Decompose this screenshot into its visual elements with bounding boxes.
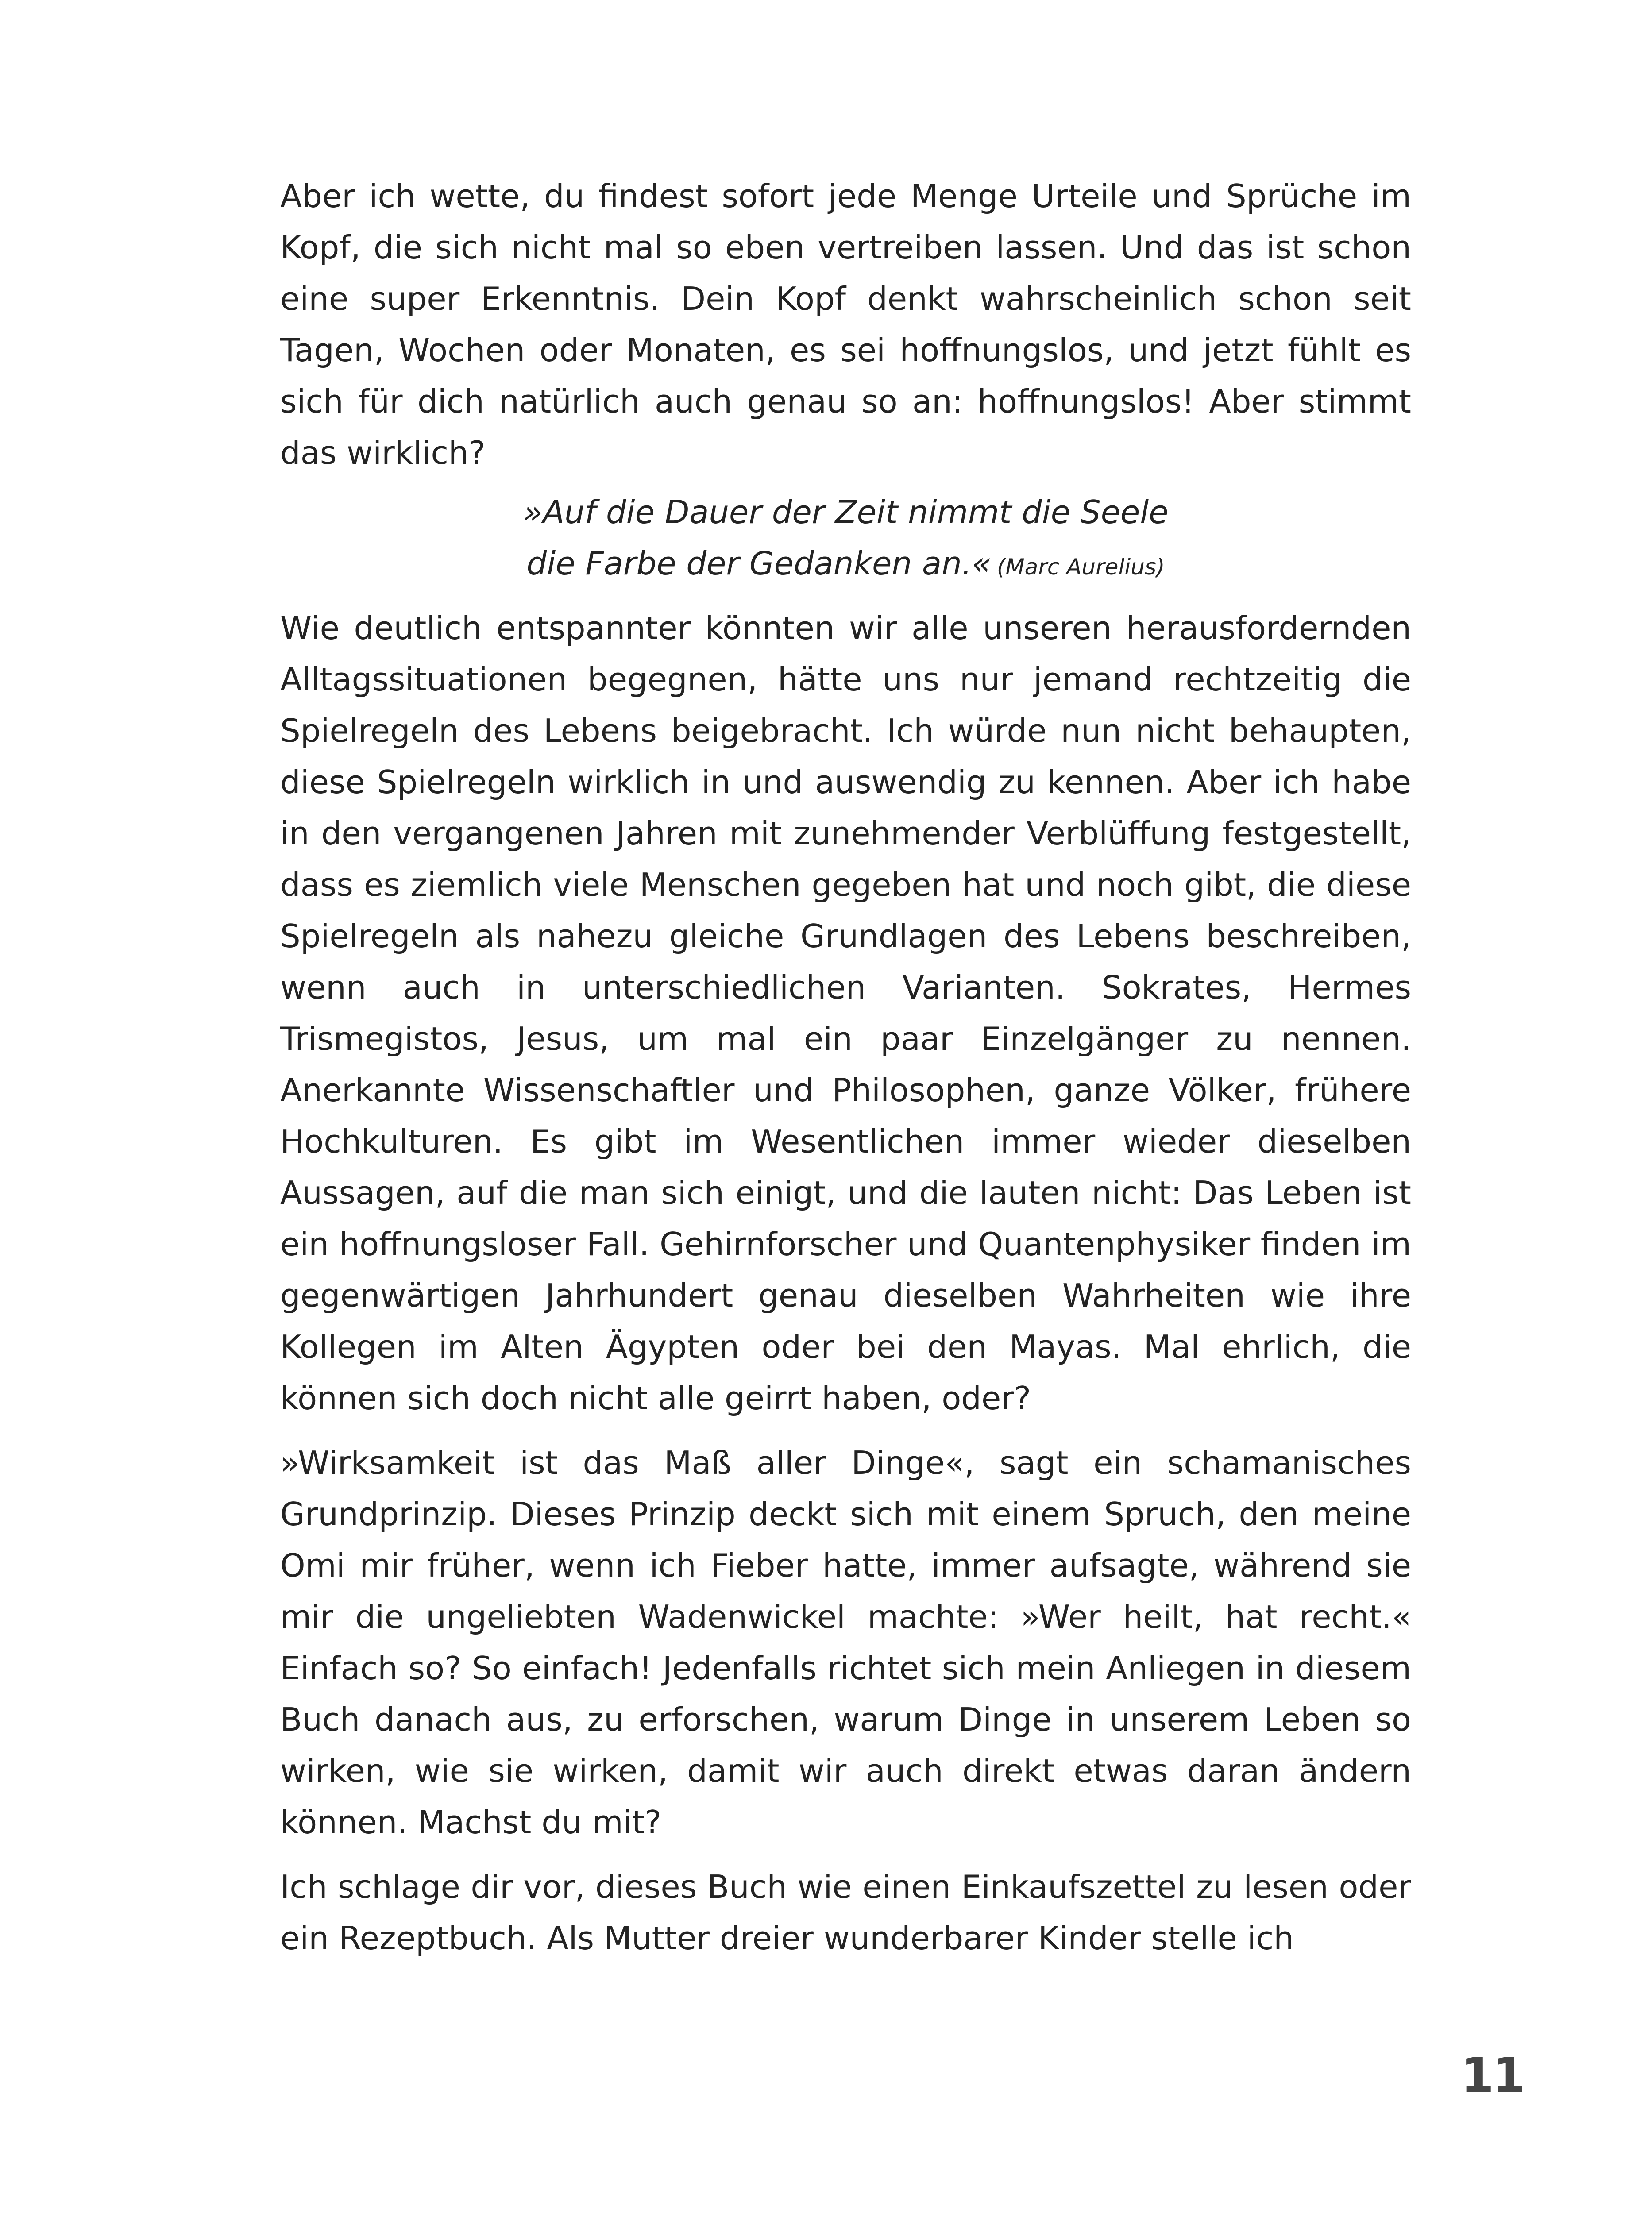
quote-source: (Marc Aurelius) xyxy=(997,554,1165,580)
quote-line-2 xyxy=(280,538,1411,593)
body-text xyxy=(280,170,1411,1964)
epigraph-quote xyxy=(280,486,1411,593)
quote-line-2-text: die Farbe der Gedanken an.« xyxy=(526,545,992,582)
paragraph-intro: Aber ich wette, du findest sofort jede Menge Urteile und Sprüche im Kopf, die sich nicht mal so eben vertreiben lassen. Und das ist schon eine super Erkenntnis. Dein Kopf denkt wahrscheinlich schon seit Tagen, Wochen oder Monaten, es sei hoffnungslos, und jetzt fühlt es sich für dich natürlich auch genau so an: hoffnungslos! Aber stimmt das wirklich? xyxy=(280,177,1411,471)
paragraph-wirksamkeit: »Wirksamkeit ist das Maß aller Dinge«, sagt ein schamanisches Grundprinzip. Dieses Prinzip deckt sich mit einem Spruch, den meine Omi mir früher, wenn ich Fieber hatte, immer aufsagte, während sie mir die ungeliebten Wadenwickel machte: »Wer heilt, hat recht.« Einfach so? So einfach! Jedenfalls richtet sich mein Anliegen in diesem Buch danach aus, zu erforschen, warum Dinge in unserem Leben so wirken, wie sie wirken, damit wir auch direkt etwas daran ändern können. Machst du mit? xyxy=(280,1444,1411,1841)
page-number: 11 xyxy=(1461,2048,1524,2103)
paragraph-einkaufszettel: Ich schlage dir vor, dieses Buch wie einen Einkaufszettel zu lesen oder ein Rezeptbuch. Als Mutter dreier wunderbarer Kinder stelle ich xyxy=(280,1868,1411,1957)
quote-line-1: »Auf die Dauer der Zeit nimmt die Seele xyxy=(523,493,1169,531)
paragraph-rules: Wie deutlich entspannter könnten wir alle unseren herausfordernden Alltagssituationen begegnen, hätte uns nur jemand rechtzeitig die Spielregeln des Lebens beigebracht. Ich würde nun nicht behaupten, diese Spielregeln wirklich in und auswendig zu kennen. Aber ich habe in den vergangenen Jahren mit zunehmender Verblüffung festgestellt, dass es ziemlich viele Menschen gegeben hat und noch gibt, die diese Spielregeln als nahezu gleiche Grundlagen des Lebens beschreiben, wenn auch in unterschiedlichen Varianten. Sokrates, Hermes Trismegistos, Jesus, um mal ein paar Einzelgänger zu nennen. Anerkannte Wissenschaftler und Philosophen, ganze Völker, frühere Hochkulturen. Es gibt im Wesentlichen immer wieder dieselben Aussagen, auf die man sich einigt, und die lauten nicht: Das Leben ist ein hoffnungsloser Fall. Gehirnforscher und Quantenphysiker finden im gegenwärtigen Jahrhundert genau dieselben Wahrheiten wie ihre Kollegen im Alten Ägypten oder bei den Mayas. Mal ehrlich, die können sich doch nicht alle geirrt haben, oder? xyxy=(280,609,1411,1417)
